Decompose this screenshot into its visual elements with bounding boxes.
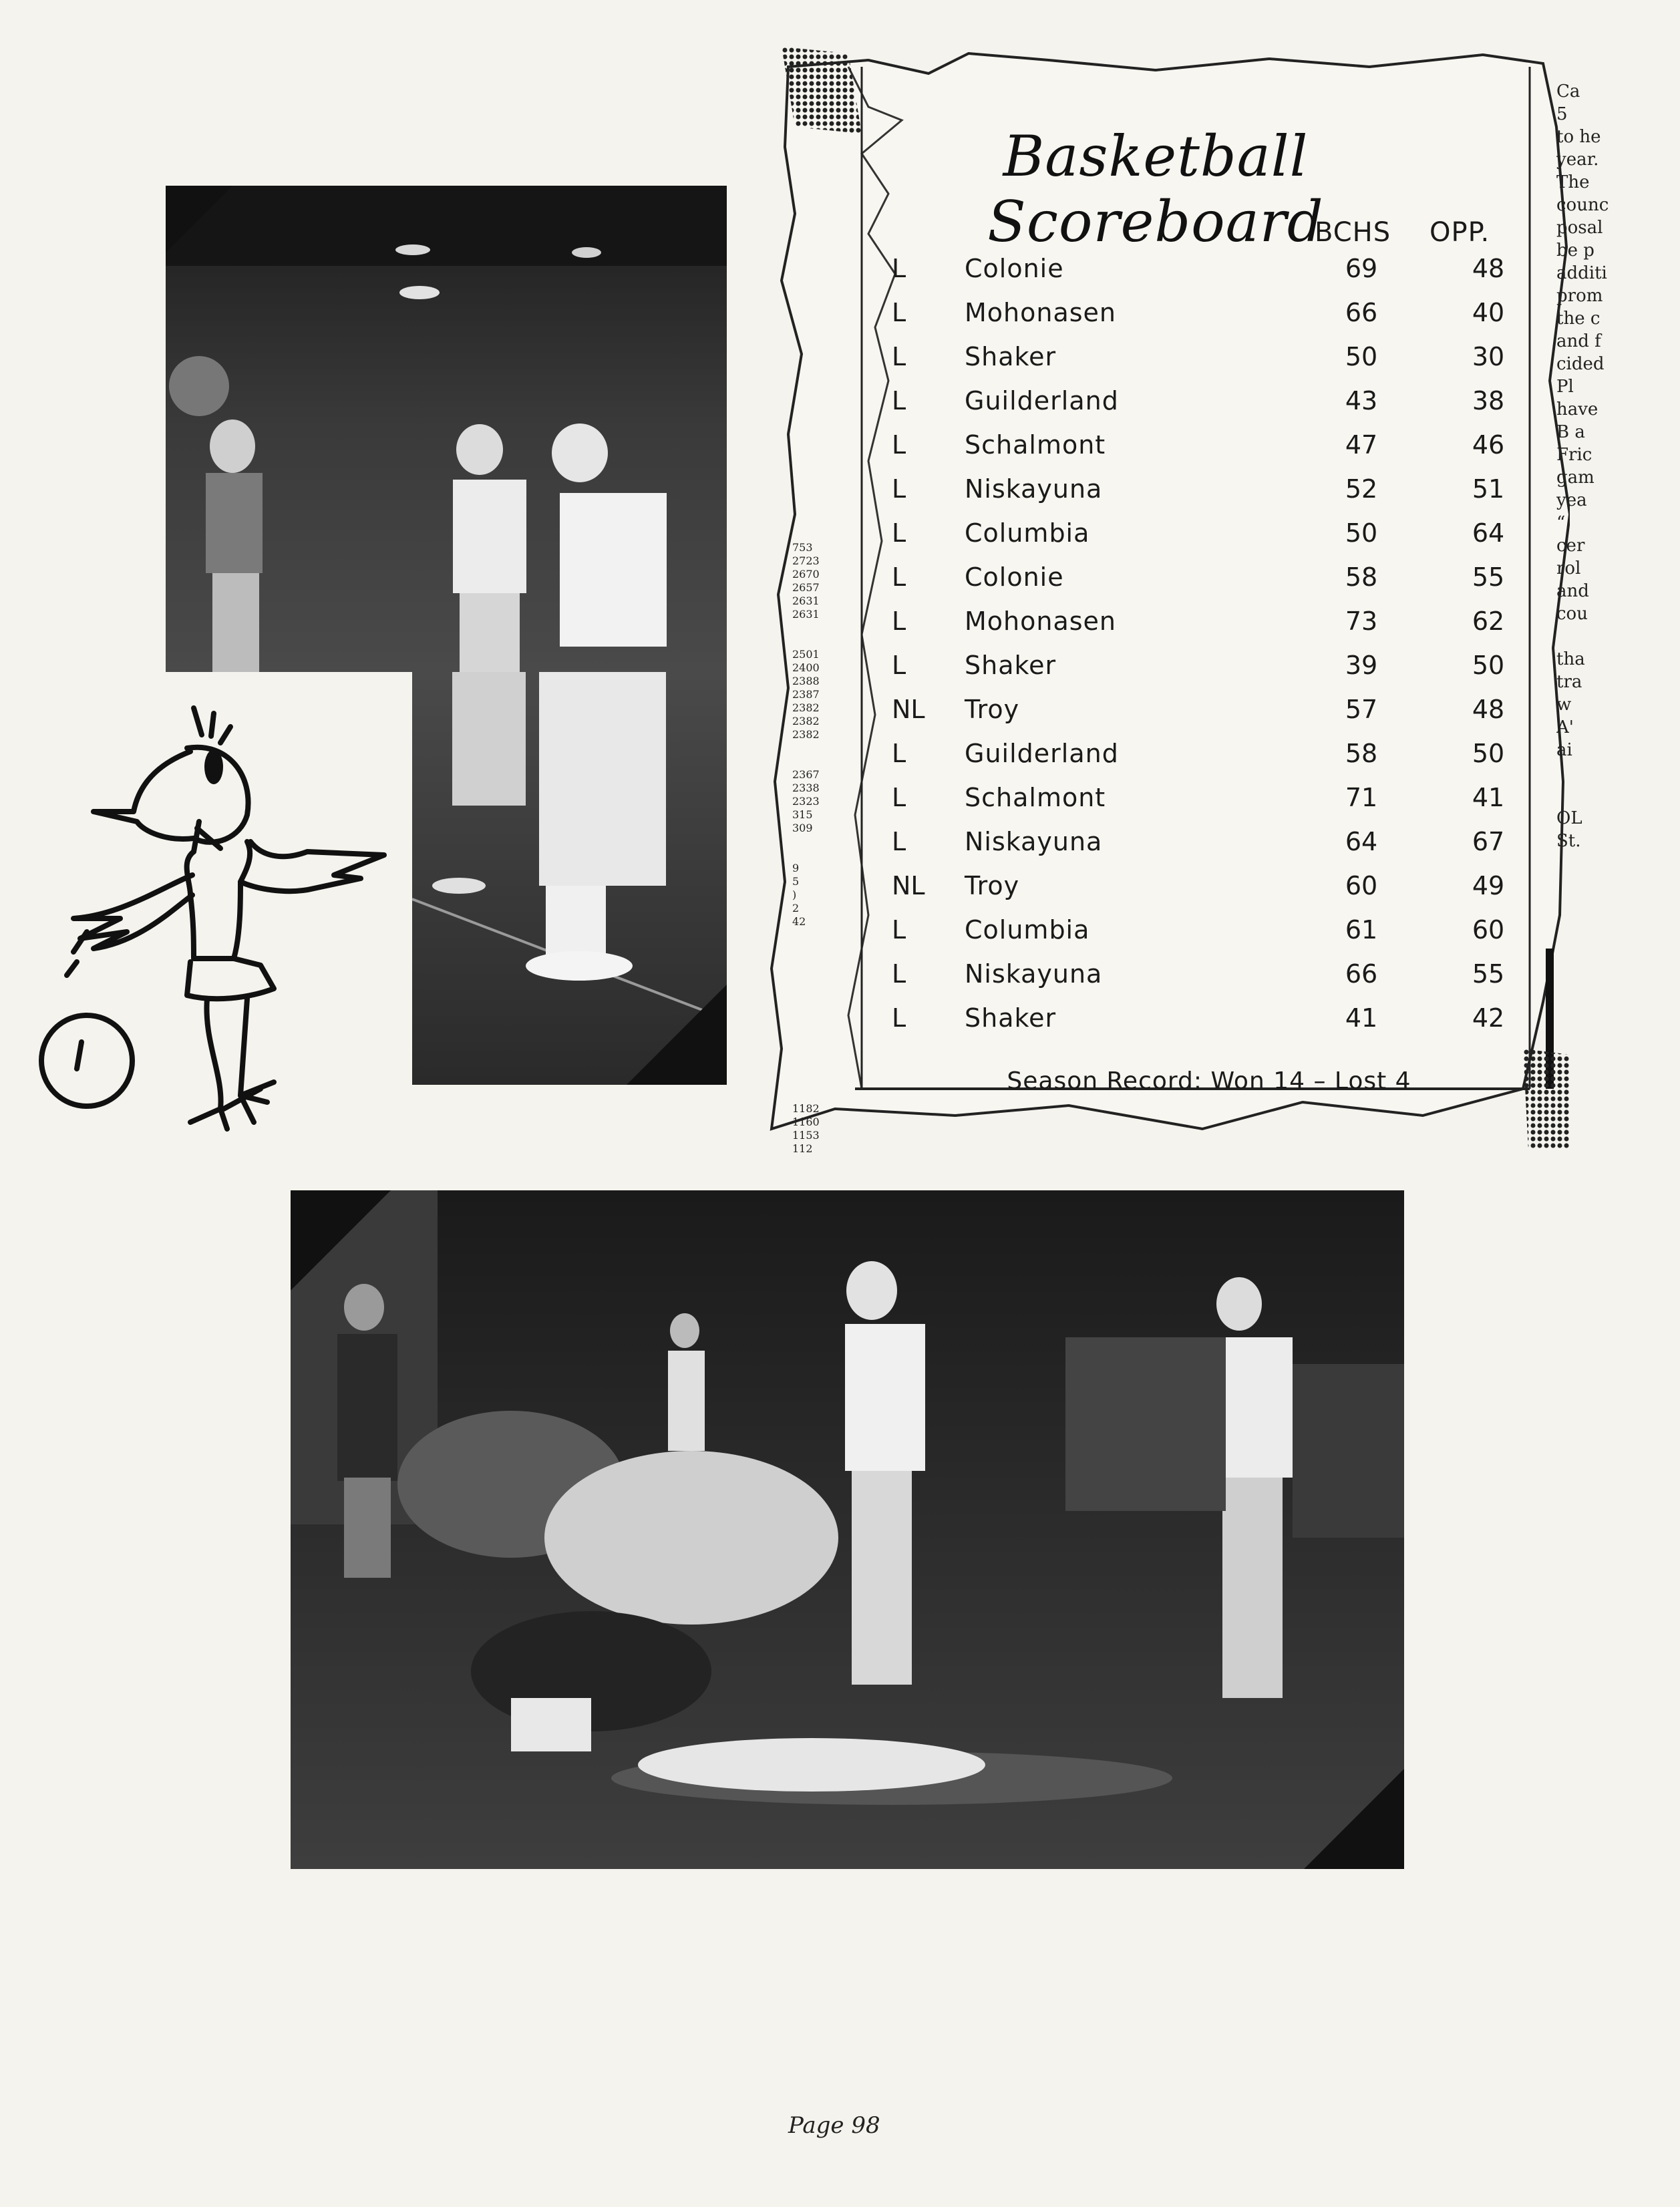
game-row [885,959,1520,1003]
newsprint-number [792,1049,832,1062]
newsprint-number: 2367 [792,768,820,781]
game-opponent: Colonie [965,562,1064,592]
game-result: L [892,386,906,415]
newsprint-line: counc [1556,195,1609,215]
game-bchs-score: 60 [1345,871,1378,900]
newsprint-number: 1153 [792,1129,820,1142]
newsprint-line: gam [1556,468,1594,488]
game-bchs-score: 66 [1345,298,1378,327]
newsprint-fragment-left [792,541,832,1155]
newsprint-number: 2501 [792,648,820,661]
game-result: L [892,827,906,856]
newsprint-line: have [1556,399,1599,419]
game-bchs-score: 71 [1345,783,1378,812]
photo-corner [1304,1769,1404,1869]
newsprint-number: 2670 [792,568,820,580]
season-record: Season Record: Won 14 – Lost 4 [1007,1067,1411,1095]
newsprint-number [792,1075,832,1089]
photo-corner [627,985,727,1085]
game-result: L [892,739,906,768]
newsprint-number [792,928,832,942]
game-row [885,739,1520,783]
newsprint-number: 2382 [792,728,820,741]
game-result: L [892,783,906,812]
photo-bottom [291,1190,1404,1869]
game-bchs-score: 47 [1345,430,1378,460]
newsprint-number: 42 [792,915,806,928]
game-result: NL [892,695,925,724]
newsprint-number [792,848,832,862]
game-opponent: Mohonasen [965,298,1116,327]
game-row [885,254,1520,298]
newsprint-line [1556,784,1620,807]
game-opponent: Niskayuna [965,959,1103,989]
game-bchs-score: 58 [1345,562,1378,592]
newsprint-line: posal [1556,218,1603,238]
newsprint-number: 2387 [792,688,820,701]
game-opp-score: 50 [1472,651,1505,680]
game-opponent: Niskayuna [965,474,1103,504]
game-result: NL [892,871,925,900]
newsprint-number: 2723 [792,554,820,567]
game-bchs-score: 52 [1345,474,1378,504]
game-opponent: Shaker [965,342,1057,371]
game-opp-score: 67 [1472,827,1505,856]
newsprint-number [792,1022,832,1035]
newsprint-line [1556,761,1620,784]
newsprint-number: 9 [792,862,800,874]
game-opponent: Guilderland [965,386,1119,415]
newsprint-line: prom [1556,286,1603,306]
newsprint-line: rol [1556,558,1581,578]
newsprint-line: Ca [1556,81,1580,102]
game-opp-score: 48 [1472,254,1505,283]
game-result: L [892,607,906,636]
photo-top-scene [166,186,727,672]
game-opp-score: 50 [1472,739,1505,768]
game-opponent: Guilderland [965,739,1119,768]
newsprint-number [792,835,832,848]
game-row [885,827,1520,871]
game-row [885,607,1520,651]
game-result: L [892,254,906,283]
newsprint-line: ai [1556,740,1572,760]
newsprint-number: 309 [792,822,813,834]
game-result: L [892,342,906,371]
newsprint-number [792,755,832,768]
newsprint-number [792,1009,832,1022]
newsprint-number [792,969,832,982]
game-row [885,783,1520,827]
newsprint-number: 2400 [792,661,820,674]
game-bchs-score: 69 [1345,254,1378,283]
newsprint-line: B a [1556,422,1585,442]
game-row [885,651,1520,695]
newsprint-number [792,982,832,995]
photo-top-upper [166,186,727,672]
newsprint-line: w [1556,695,1572,715]
newsprint-line: year. [1556,150,1599,170]
game-opp-score: 40 [1472,298,1505,327]
game-result: L [892,915,906,945]
newsprint-fragment-right [1556,80,1620,902]
newsprint-number: 2323 [792,795,820,808]
newsprint-line: Fric [1556,445,1592,465]
game-row [885,518,1520,562]
game-row [885,474,1520,518]
game-result: L [892,1003,906,1033]
game-bchs-score: 57 [1345,695,1378,724]
game-result: L [892,651,906,680]
game-row [885,298,1520,342]
game-row [885,430,1520,474]
newsprint-line: additi [1556,263,1607,283]
game-result: L [892,430,906,460]
game-opp-score: 60 [1472,915,1505,945]
game-bchs-score: 50 [1345,342,1378,371]
game-opponent: Niskayuna [965,827,1103,856]
game-row [885,1003,1520,1047]
game-bchs-score: 64 [1345,827,1378,856]
game-opp-score: 30 [1472,342,1505,371]
page-number: Page 98 [788,2112,880,2139]
game-bchs-score: 58 [1345,739,1378,768]
newsprint-number: 2631 [792,608,820,621]
newsprint-number: 1182 [792,1102,820,1115]
game-result: L [892,562,906,592]
game-bchs-score: 61 [1345,915,1378,945]
game-bchs-score: 66 [1345,959,1378,989]
newsprint-number [792,995,832,1009]
newsprint-line: 5 [1556,104,1568,124]
newsprint-number [792,942,832,955]
header-opp: OPP. [1430,217,1490,248]
game-opp-score: 62 [1472,607,1505,636]
newsprint-line: to he [1556,127,1601,147]
newsprint-number [792,1089,832,1102]
game-opp-score: 49 [1472,871,1505,900]
scoreboard-title: Basketball Scoreboard [987,124,1324,254]
newsprint-number [792,741,832,755]
newsprint-number: 112 [792,1142,813,1155]
game-opponent: Shaker [965,1003,1057,1033]
newsprint-line: and [1556,581,1589,601]
photo-corner [166,186,232,252]
game-result: L [892,298,906,327]
newsprint-number: 2382 [792,701,820,714]
photo-bottom-scene [291,1190,1404,1869]
newsprint-number [792,621,832,635]
game-opp-score: 48 [1472,695,1505,724]
game-row [885,562,1520,607]
game-opponent: Troy [965,871,1020,900]
newsprint-line: The [1556,172,1590,192]
newsprint-line: St. [1556,831,1581,851]
newsprint-number: 2382 [792,715,820,727]
game-opponent: Colonie [965,254,1064,283]
newsprint-line: OL [1556,808,1582,828]
newsprint-number: 1160 [792,1116,820,1128]
game-opponent: Shaker [965,651,1057,680]
newsprint-line: Pl [1556,377,1574,397]
game-bchs-score: 73 [1345,607,1378,636]
game-row [885,915,1520,959]
game-opp-score: 38 [1472,386,1505,415]
newsprint-line: cer [1556,536,1585,556]
game-opp-score: 41 [1472,783,1505,812]
newsprint-line: be p [1556,240,1594,261]
newsprint-number: 2338 [792,782,820,794]
game-bchs-score: 41 [1345,1003,1378,1033]
newsprint-number: 315 [792,808,813,821]
newsprint-number: 2388 [792,675,820,687]
newsprint-number [792,955,832,969]
newsprint-number: 753 [792,541,813,554]
newsprint-line: cided [1556,354,1605,374]
game-opp-score: 42 [1472,1003,1505,1033]
photo-corner [291,1190,391,1291]
game-bchs-score: 50 [1345,518,1378,548]
newsprint-number [792,1035,832,1049]
newsprint-line: tra [1556,672,1582,692]
game-bchs-score: 43 [1345,386,1378,415]
game-opponent: Mohonasen [965,607,1116,636]
newsprint-line: yea [1556,490,1587,510]
newsprint-number: ) [792,888,797,901]
game-row [885,342,1520,386]
newsprint-number: 5 [792,875,800,888]
newsprint-number: 2657 [792,581,820,594]
newsprint-line: the c [1556,309,1601,329]
game-opponent: Schalmont [965,783,1106,812]
newsprint-line: tha [1556,649,1585,669]
game-opp-score: 46 [1472,430,1505,460]
game-opp-score: 55 [1472,562,1505,592]
game-opp-score: 55 [1472,959,1505,989]
newsprint-line: cou [1556,604,1588,624]
game-opponent: Schalmont [965,430,1106,460]
newsprint-number [792,635,832,648]
game-result: L [892,474,906,504]
game-row [885,695,1520,739]
newsprint-line: A' [1556,717,1574,737]
game-result: L [892,518,906,548]
newsprint-number: 2631 [792,595,820,607]
game-opponent: Columbia [965,915,1090,945]
game-opponent: Troy [965,695,1020,724]
game-opponent: Columbia [965,518,1090,548]
newsprint-number: 2 [792,902,800,914]
game-result: L [892,959,906,989]
newsprint-number [792,1062,832,1075]
game-opp-score: 64 [1472,518,1505,548]
newsprint-line: “ [1556,513,1566,533]
game-row [885,871,1520,915]
header-bchs: BCHS [1315,217,1391,248]
game-row [885,386,1520,430]
game-bchs-score: 39 [1345,651,1378,680]
newsprint-line [1556,625,1620,648]
newsprint-line: and f [1556,331,1601,351]
game-opp-score: 51 [1472,474,1505,504]
cartoon-bird-icon [27,695,401,1136]
